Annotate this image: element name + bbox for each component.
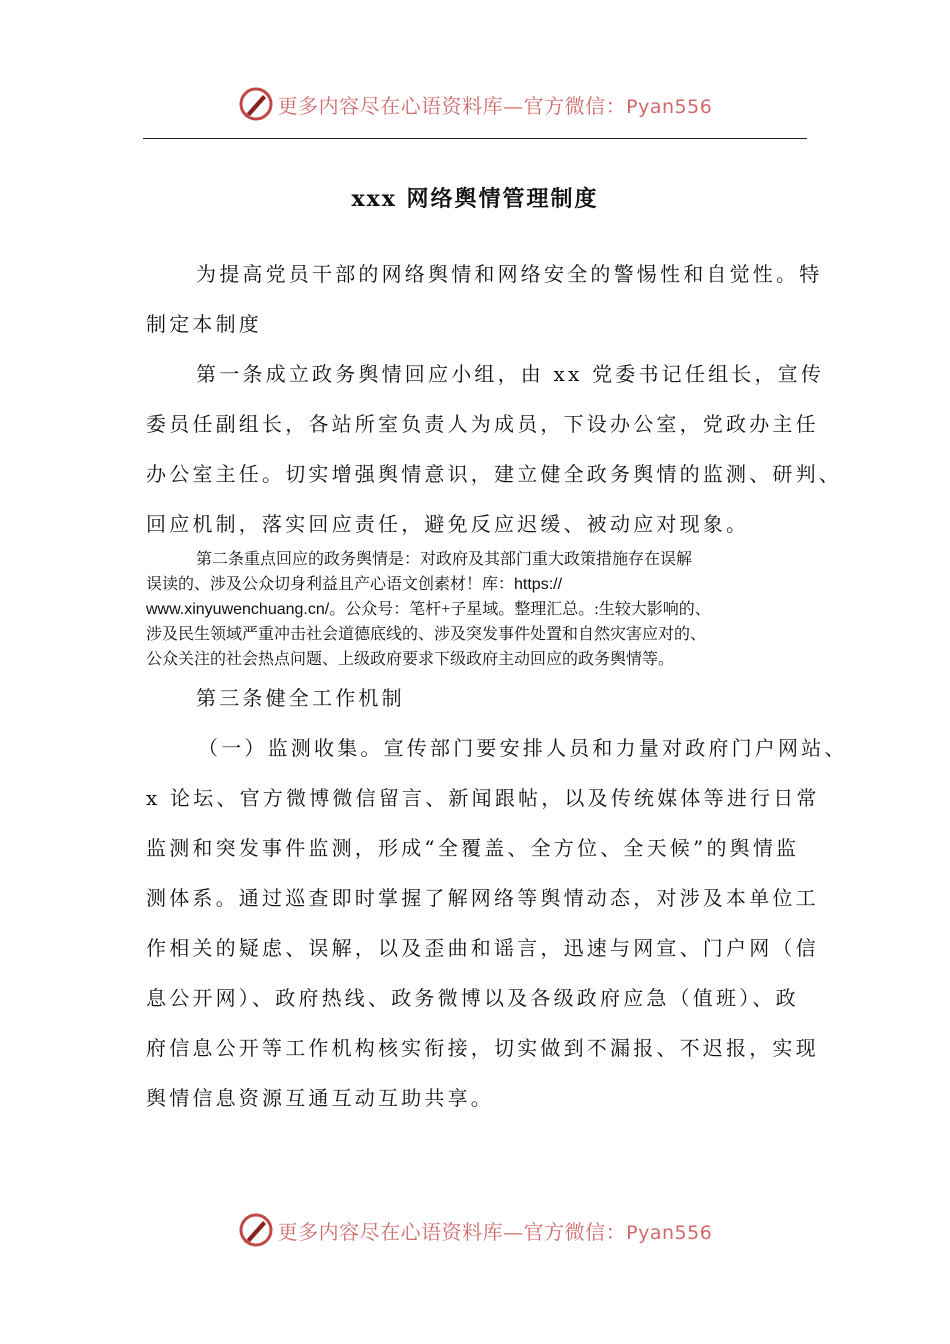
article2-link-url: www.xinyuwenchuang.cn/ [146, 601, 330, 618]
article2-line: 第二条重点回应的政务舆情是：对政府及其部门重大政策措施存在误解 [196, 551, 693, 568]
paragraph-line: 舆情信息资源互通互动互助共享。 [146, 1086, 494, 1110]
footer-banner [0, 1210, 950, 1250]
article2-line: 涉及民生领域严重冲击社会道德底线的、涉及突发事件处置和自然灾害应对的、 [146, 626, 707, 643]
paragraph-line: 回应机制，落实回应责任，避免反应迟缓、被动应对现象。 [146, 512, 750, 536]
pen-logo-icon [238, 1212, 274, 1248]
article2-line: 误读的、涉及公众切身利益且产心语文创素材！库：https:// [146, 576, 563, 593]
header-banner-text: 更多内容尽在心语资料库—官方微信：Pyan556 [277, 93, 713, 118]
paragraph-line: 第一条成立政务舆情回应小组，由 xx 党委书记任组长，宣传 [196, 362, 825, 386]
paragraph-line: x 论坛、官方微博微信留言、新闻跟帖，以及传统媒体等进行日常 [146, 786, 820, 810]
paragraph-line: （一）监测收集。宣传部门要安排人员和力量对政府门户网站、 [198, 736, 848, 760]
pen-logo-icon [238, 86, 274, 122]
paragraph-line: 测体系。通过巡查即时掌握了解网络等舆情动态，对涉及本单位工 [146, 886, 819, 910]
paragraph-line: 制定本制度 [146, 312, 262, 336]
paragraph-line: 委员任副组长，各站所室负责人为成员，下设办公室，党政办主任 [146, 412, 819, 436]
document-title: xxx 网络舆情管理制度 [351, 186, 599, 212]
article2-line: www.xinyuwenchuang.cn/。公众号：笔杆+子星域。整理汇总。:生较大影响的、 [146, 601, 711, 618]
paragraph-line: 府信息公开等工作机构核实衔接，切实做到不漏报、不迟报，实现 [146, 1036, 819, 1060]
article2-link-prefix: https:// [514, 576, 563, 593]
paragraph-line: 作相关的疑虑、误解，以及歪曲和谣言，迅速与网宣、门户网（信 [146, 936, 819, 960]
article2-line: 公众关注的社会热点问题、上级政府要求下级政府主动回应的政务舆情等。 [146, 651, 675, 668]
paragraph-line: 息公开网）、政府热线、政务微博以及各级政府应急（值班）、政 [146, 986, 799, 1010]
paragraph-line: 为提高党员干部的网络舆情和网络安全的警惕性和自觉性。特 [196, 262, 823, 286]
paragraph-line: 办公室主任。切实增强舆情意识，建立健全政务舆情的监测、研判、 [146, 462, 842, 486]
paragraph-line: 监测和突发事件监测，形成“全覆盖、全方位、全天候”的舆情监 [146, 836, 800, 860]
section-heading: 第三条健全工作机制 [196, 686, 405, 710]
footer-banner-text: 更多内容尽在心语资料库—官方微信：Pyan556 [277, 1219, 713, 1244]
header-banner [0, 84, 950, 124]
header-divider [143, 138, 807, 139]
